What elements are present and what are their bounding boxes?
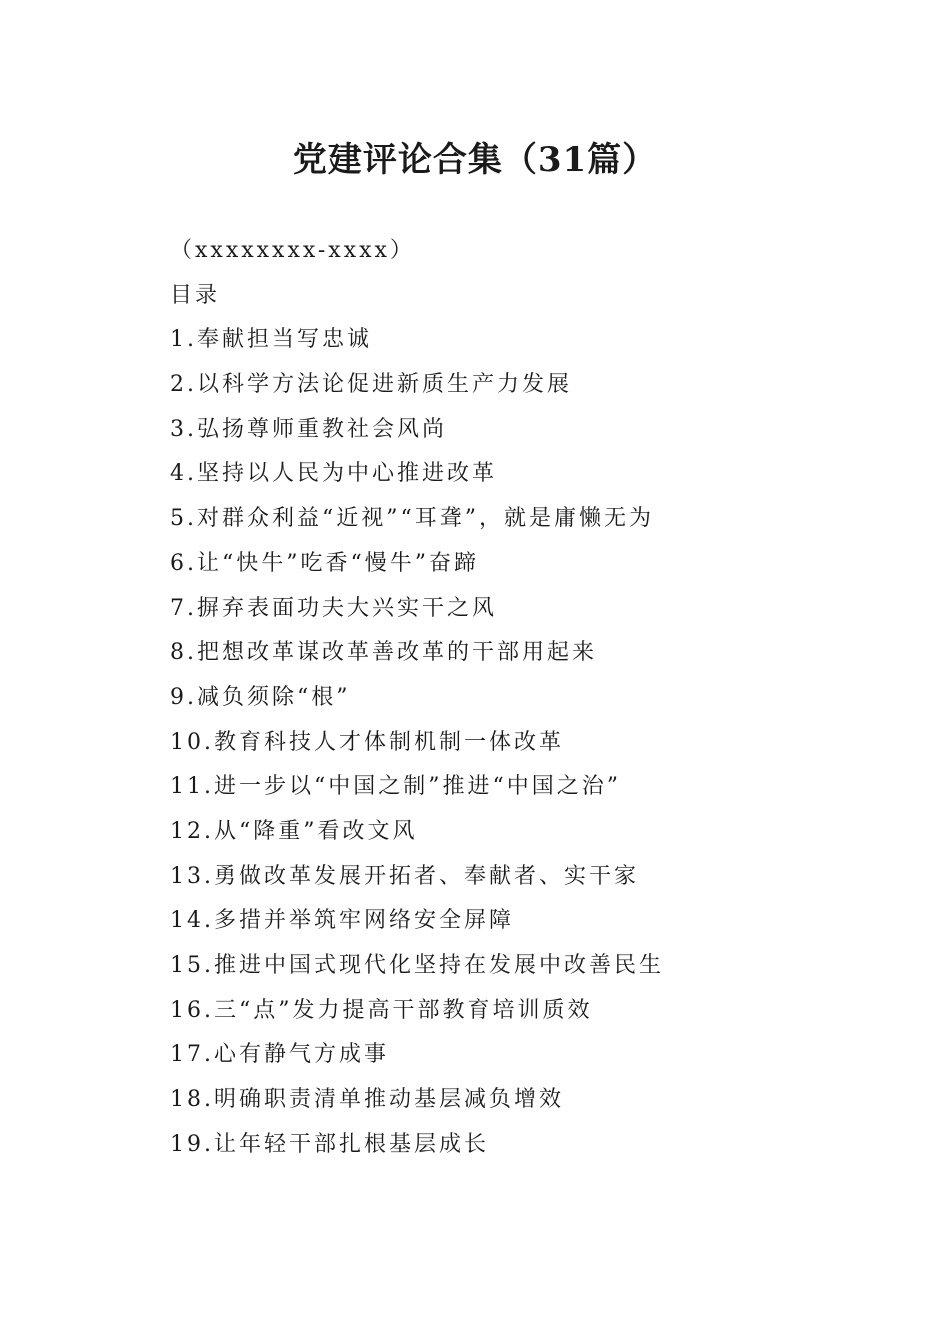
toc-item: 1.奉献担当写忠诚 [170,327,372,353]
toc-item: 6.让“快牛”吃香“慢牛”奋蹄 [170,550,479,576]
toc-item: 11.进一步以“中国之制”推进“中国之治” [170,774,621,800]
toc-item: 5.对群众利益“近视”“耳聋”，就是庸懒无为 [170,506,654,532]
toc-item: 17.心有静气方成事 [170,1042,389,1068]
toc-item: 14.多措并举筑牢网络安全屏障 [170,908,514,934]
toc-item: 7.摒弃表面功夫大兴实干之风 [170,595,497,621]
toc-item: 13.勇做改革发展开拓者、奉献者、实干家 [170,863,639,889]
toc-item: 10.教育科技人才体制机制一体改革 [170,729,564,755]
toc-item: 9.减负须除“根” [170,684,351,710]
toc-item: 12.从“降重”看改文风 [170,818,418,844]
document-body [170,229,870,1167]
toc-item: 4.坚持以人民为中心推进改革 [170,461,497,487]
toc-item: 16.三“点”发力提高干部教育培训质效 [170,997,593,1023]
toc-item: 2.以科学方法论促进新质生产力发展 [170,372,572,398]
toc-item: 18.明确职责清单推动基层减负增效 [170,1087,564,1113]
toc-item: 15.推进中国式现代化坚持在发展中改善民生 [170,953,664,978]
toc-heading: 目录 [170,282,221,308]
toc-item: 19.让年轻干部扎根基层成长 [170,1131,489,1157]
table-of-contents [170,318,870,1167]
document-title: 党建评论合集（31篇） [292,140,658,180]
toc-item: 8.把想改革谋改革善改革的干部用起来 [170,640,597,666]
document-code: （xxxxxxxx-xxxx） [170,238,415,263]
toc-item: 3.弘扬尊师重教社会风尚 [170,416,447,442]
